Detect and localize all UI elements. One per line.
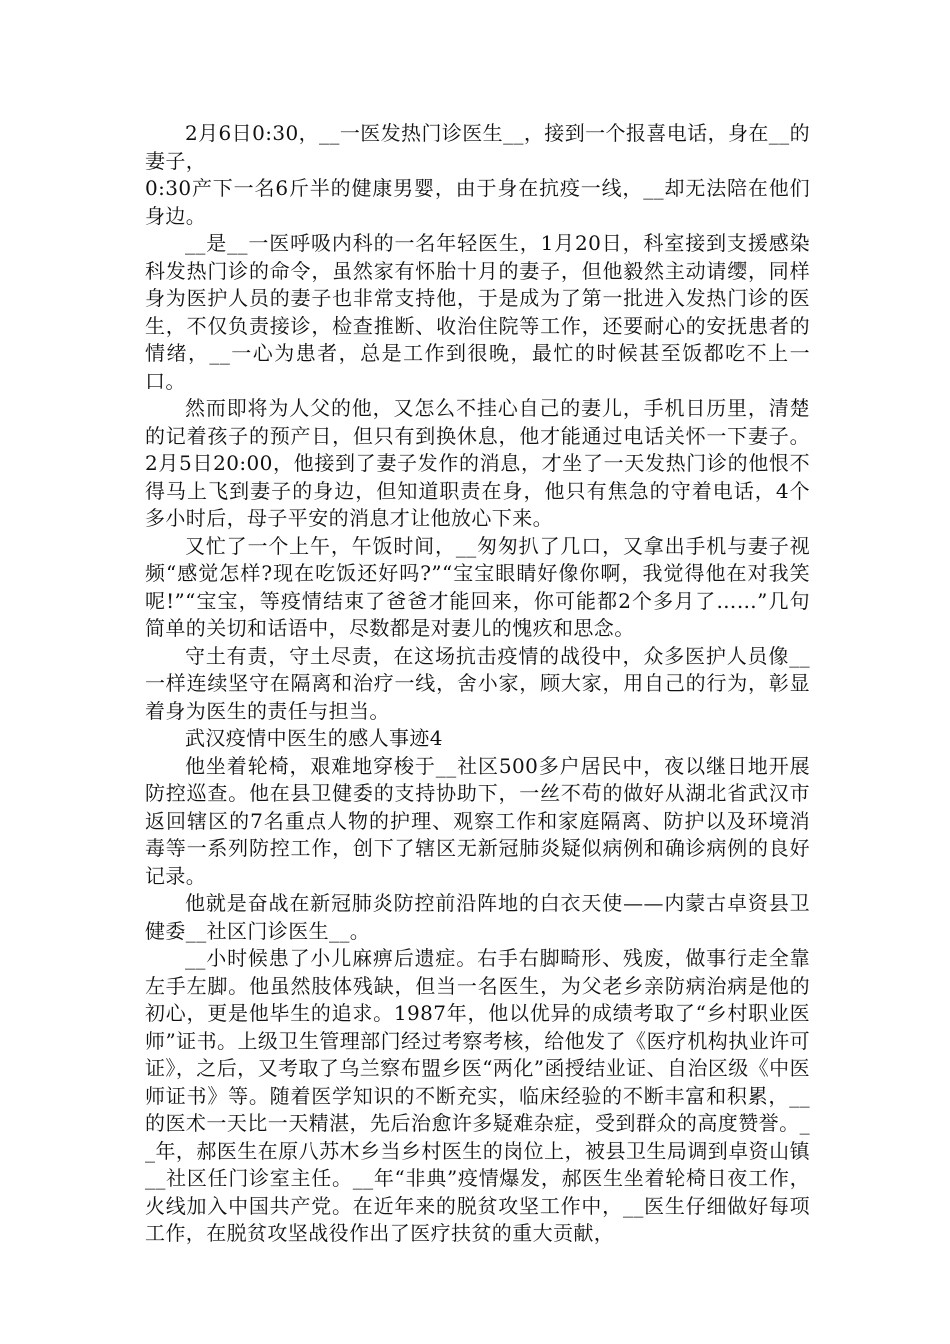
paragraph-3: __是__一医呼吸内科的一名年轻医生，1月20日，科室接到支援感染科发热门诊的命令，虽然家有怀胎十月的妻子，但他毅然主动请缨，同样身为医护人员的妻子也非常支持他，于是成为了第一批进入发热门诊的医生，不仅负责接诊，检查推断、收治住院等工作，还要耐心的安抚患者的情绪，__一心为患者，总是工作到很晚，最忙的时候甚至饭都吃不上一口。 bbox=[145, 231, 810, 393]
paragraph-4: 然而即将为人父的他，又怎么不挂心自己的妻儿，手机日历里，清楚的记着孩子的预产日，但只有到换休息，他才能通过电话关怀一下妻子。2月5日20:00，他接到了妻子发作的消息，才坐了一天发热门诊的他恨不得马上飞到妻子的身边，但知道职责在身，他只有焦急的守着电话，4个多小时后，母子平安的消息才让他放心下来。 bbox=[145, 396, 810, 530]
paragraph-9: __小时候患了小儿麻痹后遗症。右手右脚畸形、残废，做事行走全靠左手左脚。他虽然肢体残缺，但当一名医生，为父老乡亲防病治病是他的初心，更是他毕生的追求。1987年，他以优异的成绩考取了“乡村职业医师”证书。上级卫生管理部门经过考察考核，给他发了《医疗机构执业许可证》，之后，又考取了乌兰察布盟乡医“两化”函授结业证、自治区级《中医师证书》等。随着医学知识的不断充实，临床经验的不断丰富和积累，__的医术一天比一天精湛，先后治愈许多疑难杂症，受到群众的高度赞誉。__年，郝医生在原八苏木乡当乡村医生的岗位上，被县卫生局调到卓资山镇__社区任门诊室主任。__年“非典”疫情爆发，郝医生坐着轮椅日夜工作，火线加入中国共产党。在近年来的脱贫攻坚工作中，__医生仔细做好每项工作，在脱贫攻坚战役作出了医疗扶贫的重大贡献， bbox=[145, 946, 810, 1245]
paragraph-2: 0:30产下一名6斤半的健康男婴，由于身在抗疫一线，__却无法陪在他们身边。 bbox=[145, 176, 810, 228]
paragraph-7: 他坐着轮椅，艰难地穿梭于__社区500多户居民中，夜以继日地开展防控巡查。他在县卫健委的支持协助下，一丝不苟的做好从湖北省武汉市返回辖区的7名重点人物的护理、观察工作和家庭隔离、防护以及环境消毒等一系列防控工作，创下了辖区无新冠肺炎疑似病例和确诊病例的良好记录。 bbox=[145, 753, 810, 888]
document-body bbox=[145, 120, 810, 1248]
paragraph-5: 又忙了一个上午，午饭时间，__匆匆扒了几口，又拿出手机与妻子视频“感觉怎样?现在吃饭还好吗?”“宝宝眼睛好像你啊，我觉得他在对我笑呢!”“宝宝，等疫情结束了爸爸才能回来，你可能都2个多月了……”几句简单的关切和话语中，尽数都是对妻儿的愧疚和思念。 bbox=[145, 533, 810, 640]
paragraph-8: 他就是奋战在新冠肺炎防控前沿阵地的白衣天使——内蒙古卓资县卫健委__社区门诊医生__。 bbox=[145, 891, 810, 943]
paragraph-1: 2月6日0:30，__一医发热门诊医生__，接到一个报喜电话，身在__的妻子， bbox=[145, 121, 810, 173]
paragraph-6: 守土有责，守土尽责，在这场抗击疫情的战役中，众多医护人员像__一样连续坚守在隔离和治疗一线，舍小家，顾大家，用自己的行为，彰显着身为医生的责任与担当。 bbox=[145, 643, 810, 723]
section-heading: 武汉疫情中医生的感人事迹4 bbox=[185, 726, 443, 750]
